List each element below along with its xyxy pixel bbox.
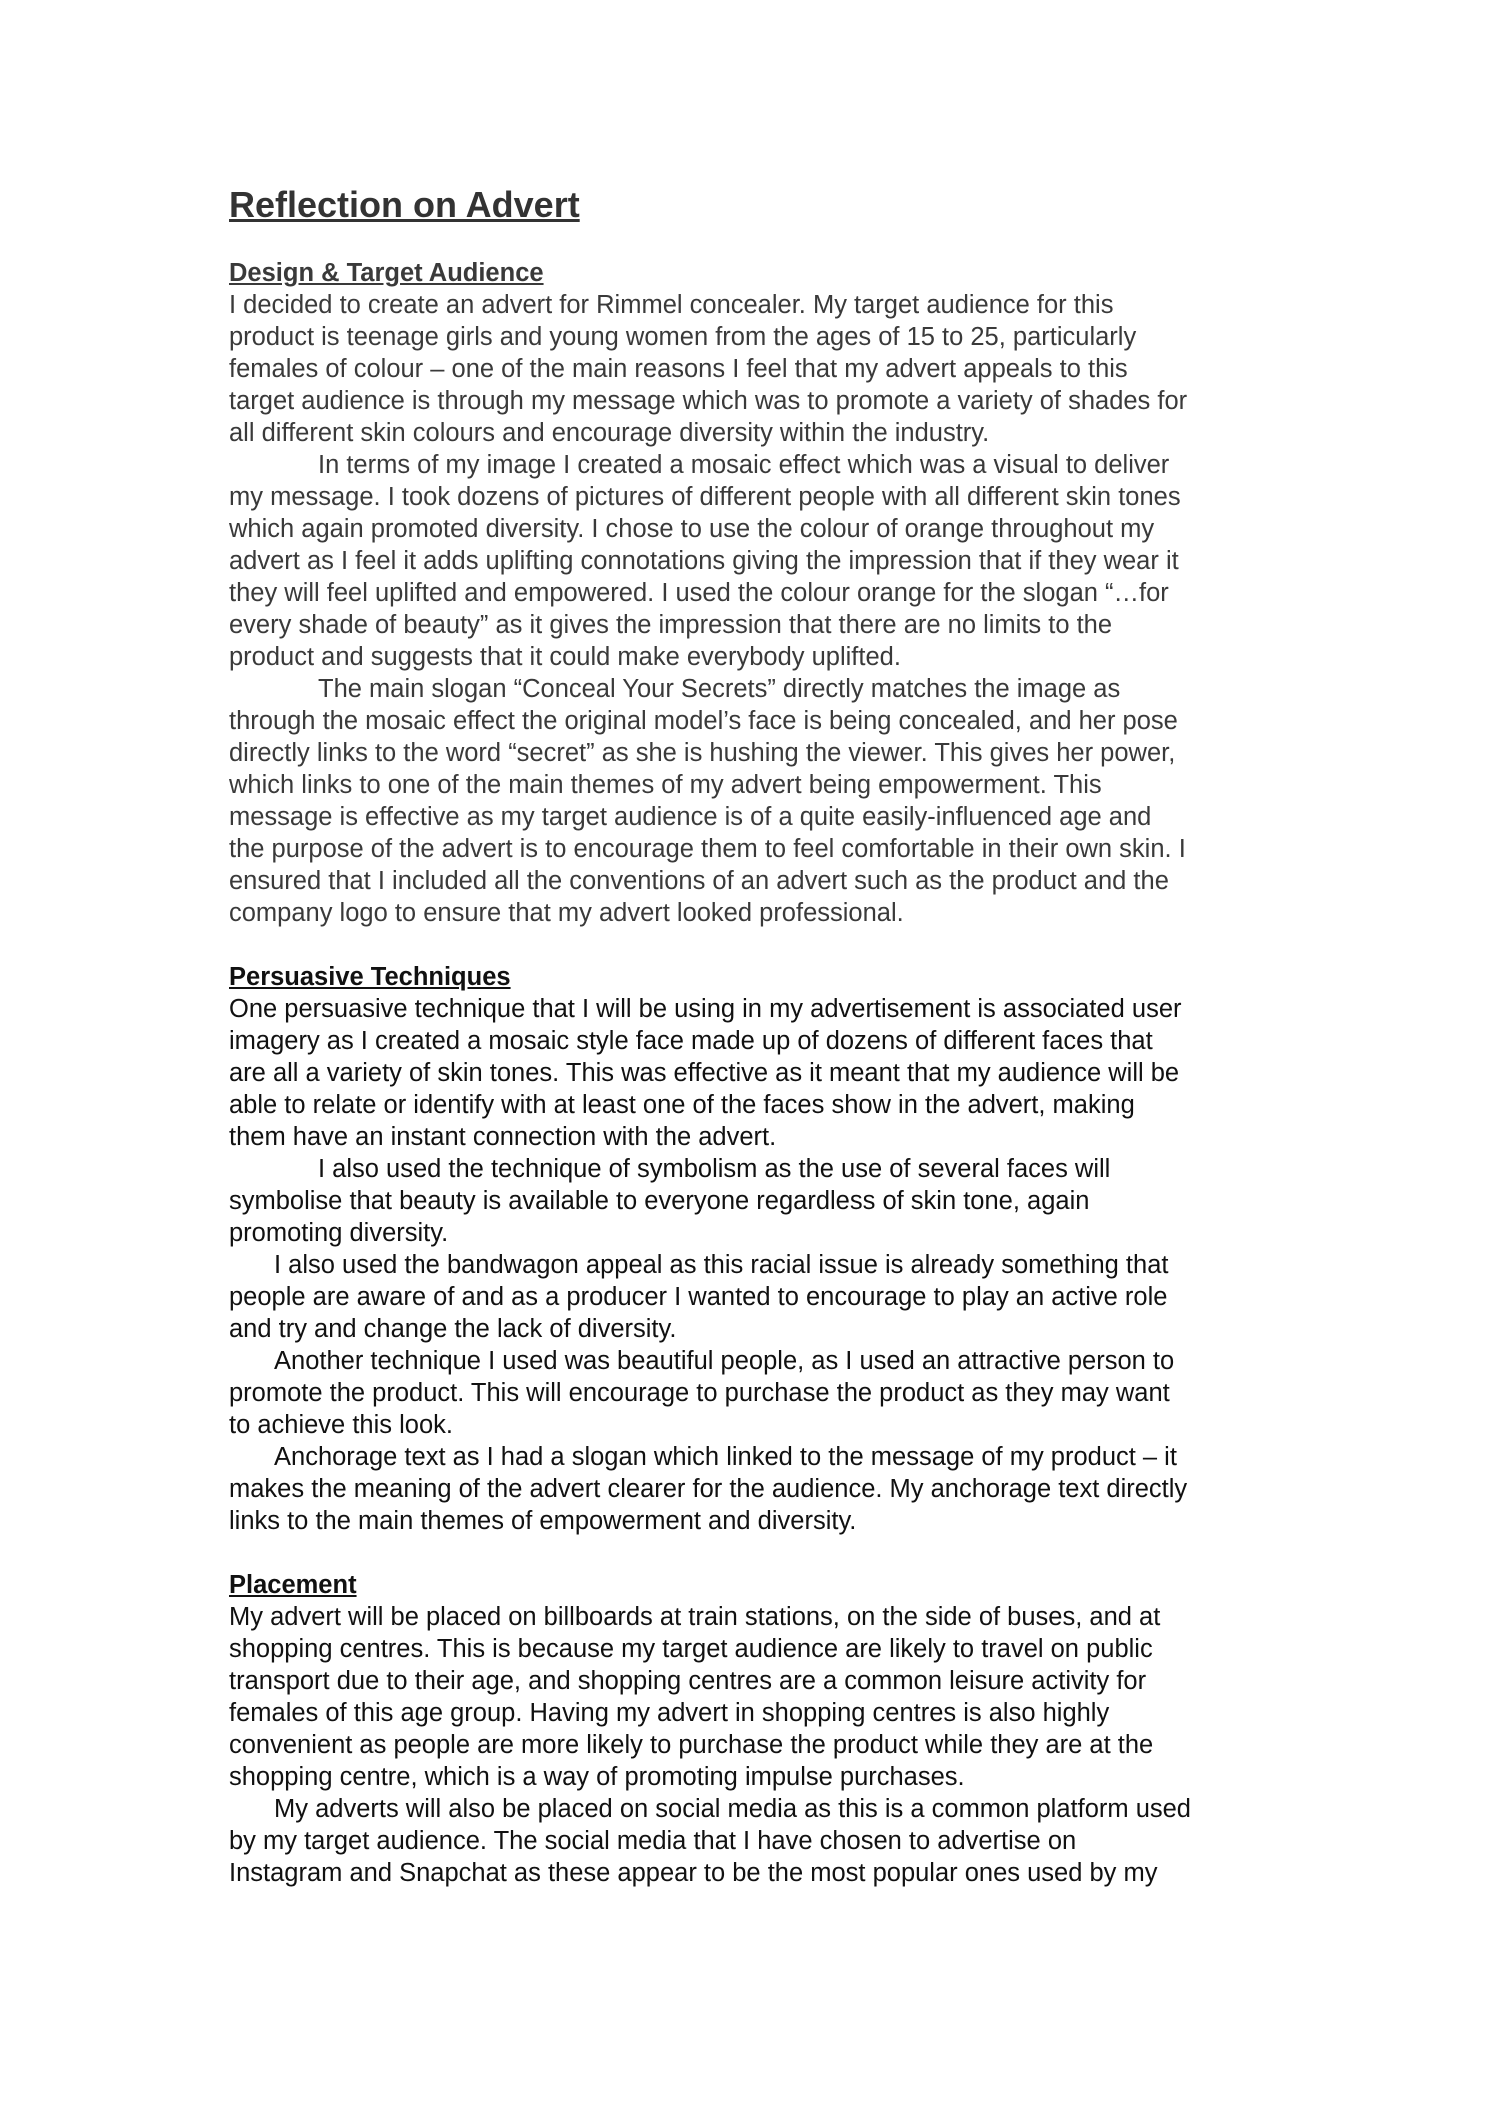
text-line: message is effective as my target audience is of a quite easily-influenced age and	[229, 803, 1152, 831]
text-line: One persuasive technique that I will be using in my advertisement is associated user	[229, 995, 1182, 1023]
text-line: product is teenage girls and young women from the ages of 15 to 25, particularly	[229, 323, 1137, 351]
text-line: makes the meaning of the advert clearer for the audience. My anchorage text directly	[229, 1475, 1188, 1503]
page-title: Reflection on Advert	[229, 184, 580, 225]
paragraph	[229, 1153, 1329, 1249]
text-line: which again promoted diversity. I chose to use the colour of orange throughout my	[229, 515, 1155, 543]
text-line: they will feel uplifted and empowered. I used the colour orange for the slogan “…for	[229, 579, 1169, 607]
section-heading: Design & Target Audience	[229, 259, 544, 287]
paragraph	[229, 1793, 1329, 1889]
paragraph	[229, 1249, 1329, 1345]
text-line: I also used the technique of symbolism as the use of several faces will	[318, 1155, 1111, 1183]
text-line: links to the main themes of empowerment and diversity.	[229, 1507, 857, 1535]
text-line: directly links to the word “secret” as she is hushing the viewer. This gives her power,	[229, 739, 1176, 767]
text-line: them have an instant connection with the advert.	[229, 1123, 777, 1151]
text-line: product and suggests that it could make everybody uplifted.	[229, 643, 901, 671]
paragraph	[229, 673, 1329, 929]
text-line: people are aware of and as a producer I wanted to encourage to play an active role	[229, 1283, 1168, 1311]
blank-line	[229, 929, 1329, 961]
text-line: imagery as I created a mosaic style face made up of dozens of different faces that	[229, 1027, 1153, 1055]
text-line: target audience is through my message which was to promote a variety of shades for	[229, 387, 1188, 415]
section-heading: Persuasive Techniques	[229, 963, 511, 991]
text-line: convenient as people are more likely to purchase the product while they are at the	[229, 1731, 1154, 1759]
text-line: shopping centres. This is because my target audience are likely to travel on public	[229, 1635, 1153, 1663]
text-line: every shade of beauty” as it gives the impression that there are no limits to the	[229, 611, 1113, 639]
text-line: promoting diversity.	[229, 1219, 449, 1247]
text-line: Instagram and Snapchat as these appear to be the most popular ones used by my	[229, 1859, 1158, 1887]
text-line: which links to one of the main themes of my advert being empowerment. This	[229, 771, 1102, 799]
text-line: through the mosaic effect the original model’s face is being concealed, and her pose	[229, 707, 1178, 735]
text-line: able to relate or identify with at least one of the faces show in the advert, making	[229, 1091, 1135, 1119]
text-line: are all a variety of skin tones. This was effective as it meant that my audience will be	[229, 1059, 1180, 1087]
text-line: I also used the bandwagon appeal as this racial issue is already something that	[274, 1251, 1169, 1279]
text-line: by my target audience. The social media that I have chosen to advertise on	[229, 1827, 1077, 1855]
paragraph	[229, 1345, 1329, 1441]
text-line: the purpose of the advert is to encourage them to feel comfortable in their own skin. I	[229, 835, 1186, 863]
text-line: females of this age group. Having my advert in shopping centres is also highly	[229, 1699, 1110, 1727]
text-line: The main slogan “Conceal Your Secrets” directly matches the image as	[318, 675, 1121, 703]
paragraph	[229, 449, 1329, 673]
text-line: promote the product. This will encourage to purchase the product as they may want	[229, 1379, 1170, 1407]
paragraph	[229, 1601, 1329, 1793]
paragraph	[229, 289, 1329, 449]
document-body	[229, 257, 1329, 1889]
text-line: all different skin colours and encourage diversity within the industry.	[229, 419, 990, 447]
text-line: ensured that I included all the conventions of an advert such as the product and the	[229, 867, 1169, 895]
text-line: symbolise that beauty is available to everyone regardless of skin tone, again	[229, 1187, 1090, 1215]
text-line: Anchorage text as I had a slogan which linked to the message of my product – it	[274, 1443, 1177, 1471]
text-line: company logo to ensure that my advert looked professional.	[229, 899, 904, 927]
text-line: and try and change the lack of diversity.	[229, 1315, 677, 1343]
text-line: Another technique I used was beautiful people, as I used an attractive person to	[274, 1347, 1175, 1375]
paragraph	[229, 993, 1329, 1153]
text-line: My advert will be placed on billboards at train stations, on the side of buses, and at	[229, 1603, 1161, 1631]
paragraph	[229, 1441, 1329, 1537]
text-line: my message. I took dozens of pictures of different people with all different skin tones	[229, 483, 1181, 511]
blank-line	[229, 1537, 1329, 1569]
section	[229, 1569, 1329, 1889]
text-line: females of colour – one of the main reasons I feel that my advert appeals to this	[229, 355, 1128, 383]
section	[229, 257, 1329, 929]
text-line: advert as I feel it adds uplifting connotations giving the impression that if they wear it	[229, 547, 1179, 575]
text-line: In terms of my image I created a mosaic effect which was a visual to deliver	[318, 451, 1170, 479]
text-line: shopping centre, which is a way of promoting impulse purchases.	[229, 1763, 965, 1791]
section	[229, 961, 1329, 1537]
document	[229, 182, 1329, 1889]
text-line: I decided to create an advert for Rimmel concealer. My target audience for this	[229, 291, 1114, 319]
text-line: transport due to their age, and shopping centres are a common leisure activity for	[229, 1667, 1147, 1695]
text-line: to achieve this look.	[229, 1411, 453, 1439]
section-heading: Placement	[229, 1571, 357, 1599]
text-line: My adverts will also be placed on social media as this is a common platform used	[274, 1795, 1191, 1823]
